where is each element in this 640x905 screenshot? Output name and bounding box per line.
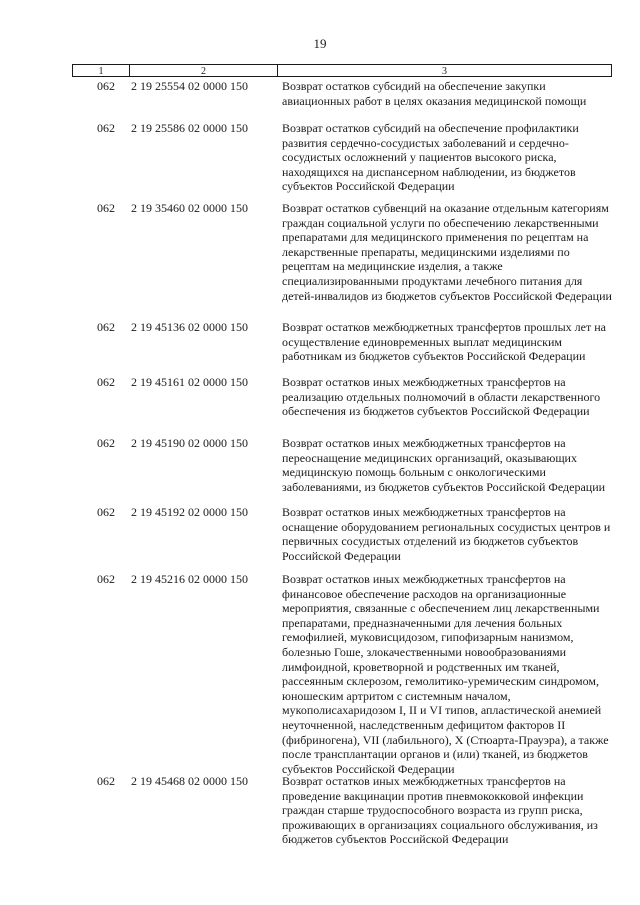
admin-code: 062 xyxy=(97,572,115,586)
income-name: Возврат остатков субсидий на обеспечение профилактики развития сердечно-сосудистых заболеваний и сердечно-сосудистых осложнений у пациентов высокого риска, находящихся на диспансерном наблюдении, из бюджетов субъектов Российской Федерации xyxy=(282,121,579,194)
admin-code: 062 xyxy=(97,320,115,334)
budget-code: 2 19 35460 02 0000 150 xyxy=(131,201,248,215)
admin-code: 062 xyxy=(97,121,115,135)
column-header-1: 1 xyxy=(73,65,130,76)
admin-code: 062 xyxy=(97,436,115,450)
budget-code: 2 19 45190 02 0000 150 xyxy=(131,436,248,450)
column-header-3: 3 xyxy=(442,66,447,77)
income-name: Возврат остатков субвенций на оказание отдельным категориям граждан социальной услуги по обеспечению лекарственными препаратами для медицинского применения по рецептам на лекарственные препараты, медицинскими изделиями по рецептам на медицинские изделия, а также специализированными продуктами лечебного питания для детей-инвалидов из бюджетов субъектов Российской Федерации xyxy=(282,201,612,303)
admin-code: 062 xyxy=(97,774,115,788)
admin-code: 062 xyxy=(97,505,115,519)
income-name: Возврат остатков межбюджетных трансфертов прошлых лет на осуществление единовременных выплат медицинским работникам из бюджетов субъектов Российской Федерации xyxy=(282,320,606,364)
income-name: Возврат остатков субсидий на обеспечение закупки авиационных работ в целях оказания медицинской помощи xyxy=(282,79,587,108)
admin-code: 062 xyxy=(97,375,115,389)
income-name: Возврат остатков иных межбюджетных трансфертов на переоснащение медицинских организаций, оказывающих медицинскую помощь больным с онкологическими заболеваниями, из бюджетов субъектов Российской Федерации xyxy=(282,436,606,494)
budget-code: 2 19 25586 02 0000 150 xyxy=(131,121,248,135)
page-number: 19 xyxy=(313,36,327,51)
admin-code: 062 xyxy=(97,201,115,215)
budget-code: 2 19 45161 02 0000 150 xyxy=(131,375,248,389)
budget-code: 2 19 45216 02 0000 150 xyxy=(131,572,248,586)
income-name: Возврат остатков иных межбюджетных трансфертов на реализацию отдельных полномочий в области лекарственного обеспечения из бюджетов субъектов Российской Федерации xyxy=(282,375,601,419)
budget-code: 2 19 45136 02 0000 150 xyxy=(131,320,248,334)
column-header-2: 2 xyxy=(130,65,278,76)
budget-code: 2 19 25554 02 0000 150 xyxy=(131,79,248,93)
budget-code: 2 19 45192 02 0000 150 xyxy=(131,505,248,519)
income-name: Возврат остатков иных межбюджетных трансфертов на проведение вакцинации против пневмококковой инфекции граждан старше трудоспособного возраста из групп риска, проживающих в организациях социального обслуживания, из бюджетов субъектов Российской Федерации xyxy=(282,774,598,847)
admin-code: 062 xyxy=(97,79,115,93)
budget-code: 2 19 45468 02 0000 150 xyxy=(131,774,248,788)
income-name: Возврат остатков иных межбюджетных трансфертов на финансовое обеспечение расходов на организационные мероприятия, связанные с обеспечением лиц лекарственными препаратами, предназначенными для лечения больных гемофилией, муковисцидозом, гипофизарным нанизмом, болезнью Гоше, злокачественными новообразованиями лимфоидной, кроветворной и родственных им тканей, рассеянным склерозом, гемолитико-уремическим синдромом, юношеским артритом с системным началом, мукополисахаридозом I, II и VI типов, апластической анемией неуточненной, наследственным дефицитом факторов II (фибриногена), VII (лабильного), X (Стюарта-Прауэра), а также после трансплантации органов и (или) тканей, из бюджетов субъектов Российской Федерации xyxy=(282,572,609,776)
table-header xyxy=(72,64,612,77)
income-name: Возврат остатков иных межбюджетных трансфертов на оснащение оборудованием региональных сосудистых центров и первичных сосудистых отделений из бюджетов субъектов Российской Федерации xyxy=(282,505,611,563)
